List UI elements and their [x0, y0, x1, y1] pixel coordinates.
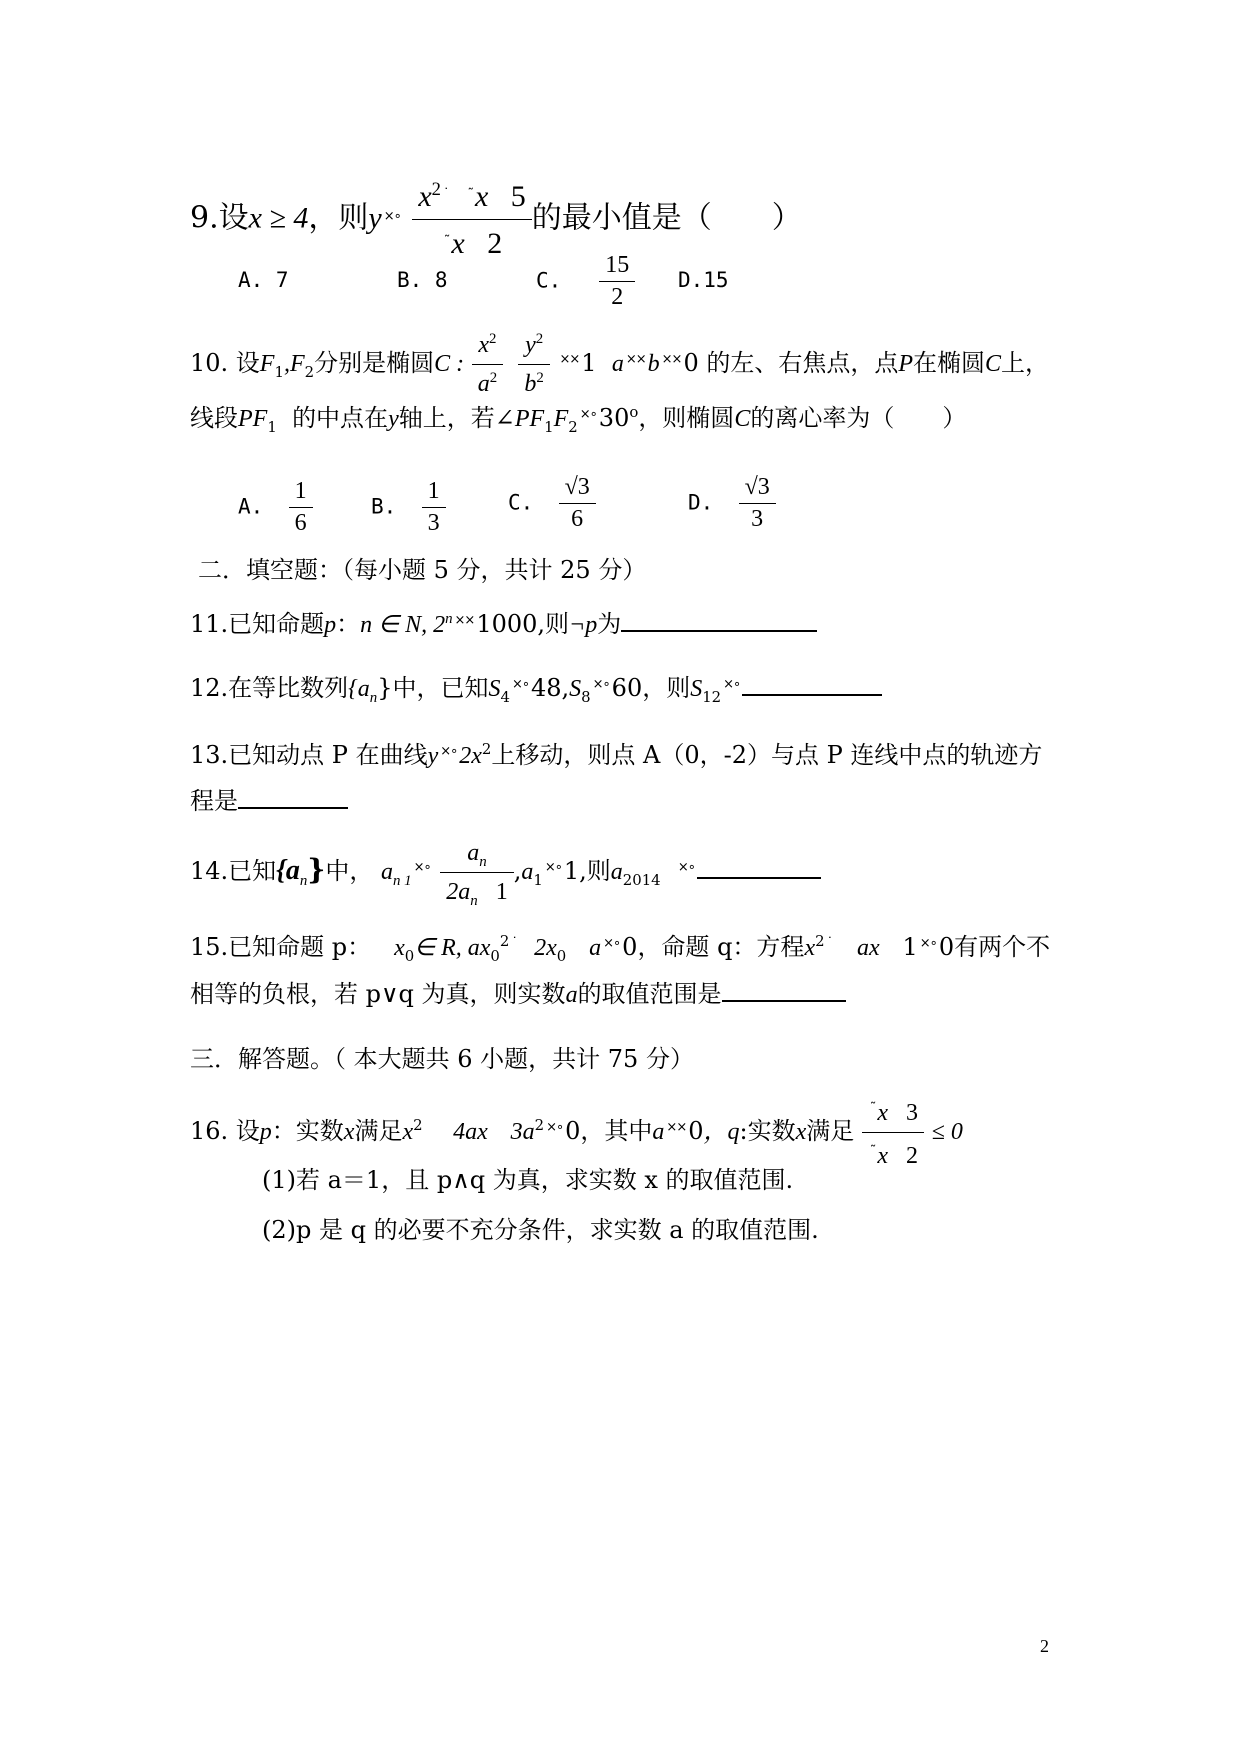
q9-mid: ，则 — [308, 200, 369, 236]
q10-f2-sub: 2 — [304, 362, 315, 381]
q9-option-a: A. 7 — [238, 268, 289, 292]
q16-cond: ，其中 — [580, 1117, 653, 1145]
q12-mid: 中，已知 — [392, 674, 489, 702]
q10-prefix: 10. 设 — [190, 349, 260, 377]
q12-answer-blank[interactable] — [742, 670, 882, 696]
q10-option-b — [371, 478, 446, 537]
q14-lhs: a — [381, 859, 394, 885]
q15-term: 2x — [534, 935, 557, 961]
q9-num-x: x — [418, 180, 432, 213]
section-2-heading: 二．填空题：（每小题 5 分，共计 25 分） — [198, 556, 647, 584]
q14-mid: 中， — [325, 857, 374, 885]
question-12: 12.在等比数列$\{a_n\}$中，已知$S_4^{\times\circ}48,S_8^{\times\circ}60$，则$S_{12}^{\times\circ}$ — [190, 668, 882, 706]
q10-zero: 0 — [683, 349, 699, 377]
q14-seq: {a — [276, 855, 300, 886]
q12-s8-val: 60 — [611, 674, 643, 702]
q10-p: P — [898, 351, 914, 377]
q10-frac-x-num: x — [478, 332, 490, 358]
q11-suffix: 为 — [597, 610, 622, 638]
q15-mid: ，命题 q：方程 — [637, 933, 805, 961]
q16-ineq-b-sup: 2 — [534, 1116, 545, 1134]
q15-rest: 有两个不 — [954, 933, 1051, 961]
q10-option-d-label: D. — [688, 490, 714, 515]
q15-x0: x — [394, 935, 405, 961]
q10-mid: 分别是椭圆 — [314, 349, 435, 377]
q10-one: 1 — [581, 349, 597, 377]
q10-frac-y-den: b — [524, 371, 537, 397]
q10-option-a-fraction — [289, 478, 313, 537]
question-9 — [190, 175, 802, 264]
q9-option-c-fraction — [599, 252, 635, 311]
q14-frac-den-sub: n — [470, 892, 478, 909]
q14-a2014-sub: 2014 — [622, 870, 661, 889]
q11-colon: ： — [336, 610, 361, 638]
q14-then: 则 — [586, 857, 611, 885]
page-number: 2 — [1040, 1636, 1049, 1656]
q11-prefix: 11.已知命题 — [190, 610, 325, 638]
q15-a-var: a — [565, 982, 578, 1008]
q14-seq-close: } — [307, 853, 326, 886]
question-16: 16. 设p：实数x满足$x^2$ 4ax $3a^2$ ×∘0，其中a ××0，q:实数x满足 $\frac{^˜x 3}{^˜x 2}$ ≤ 0 — [190, 1092, 963, 1173]
q16-frac-den-x: x — [877, 1143, 889, 1169]
q10-f2: F — [289, 351, 305, 377]
q16-q: ，q — [703, 1119, 740, 1145]
q10-frac-y: $\frac{y^2}{b^2}$ — [518, 328, 549, 401]
q16-p: p — [259, 1119, 272, 1145]
q10-c: C — [985, 351, 1002, 377]
q10-option-a-num: 1 — [294, 478, 307, 504]
q9-num-exp: 2 — [431, 179, 441, 200]
q10-option-c-num: √3 — [564, 474, 590, 500]
q14-a1: a — [521, 859, 534, 885]
q14-lhs-sub: n 1 — [393, 872, 412, 889]
q15-ax-sup: 2 — [499, 932, 510, 950]
q13-line1-rest: 上移动，则点 A（0，-2）与点 P 连线中点的轨迹方 — [491, 741, 1043, 769]
q15-a: a — [589, 935, 602, 961]
q11-val: 1000, — [476, 610, 546, 638]
q10-rest3: 上， — [1001, 349, 1050, 377]
q15-ax-sub: 0 — [490, 946, 500, 965]
q12-s8: S — [569, 676, 582, 702]
q9-num-x2: x — [474, 180, 489, 213]
q16-frac-num-x: x — [877, 1100, 889, 1126]
q10-line2-c: 轴上，若∠ — [398, 404, 515, 432]
q10-angle-value: 30 — [598, 404, 630, 432]
q10-rest2: 在椭圆 — [913, 349, 986, 377]
q12-s4-sub: 4 — [500, 687, 510, 706]
q12-s12-sub: 12 — [702, 687, 722, 706]
question-15-line2 — [190, 976, 846, 1012]
q13-y: y — [427, 743, 439, 769]
q10-option-d-num: √3 — [744, 474, 770, 500]
q9-option-d: D.15 — [678, 268, 729, 292]
q13-answer-blank[interactable] — [238, 783, 348, 809]
q16-q-colon: :实数 — [739, 1117, 796, 1145]
q12-s8-sub: 8 — [581, 687, 591, 706]
q10-a: a — [611, 351, 624, 377]
question-13-line1: 13.已知动点 P 在曲线y $^{\times\circ}2x^2$上移动，则点 A（0，-2）与点 P 连线中点的轨迹方 — [190, 740, 1043, 769]
q11-mid: 则 — [545, 610, 570, 638]
q16-subquestion-1: (1)若 a＝1，且 p∧q 为真，求实数 x 的取值范围. — [262, 1166, 794, 1194]
q15-x0-sub: 0 — [404, 946, 415, 965]
q9-option-c-den: 2 — [599, 281, 635, 311]
q10-option-a-den: 6 — [289, 507, 313, 537]
q16-mid: 满足 — [354, 1117, 403, 1145]
q14-answer-blank[interactable] — [697, 853, 821, 879]
q16-le: ≤ 0 — [931, 1119, 963, 1145]
q10-rest1: 的左、右焦点，点 — [706, 349, 899, 377]
q11-exp: n — [445, 611, 453, 627]
q16-q-mid: 满足 — [806, 1117, 855, 1145]
q10-option-b-fraction — [422, 478, 446, 537]
q12-s12: S — [690, 676, 703, 702]
question-15-line1: 15.已知命题 p： $x_0\in$ R, $ax_0^2$ ˙ $2x_0$ a ×∘0，命题 q：方程$x^2$ ˙ ax 1 ×∘0有两个不 — [190, 932, 1051, 965]
q16-x: x — [343, 1119, 355, 1145]
q15-line2: 相等的负根，若 p∨q 为真，则实数 — [190, 980, 566, 1008]
q16-ineq-a: 4ax — [453, 1119, 488, 1145]
q15-ax: ax — [856, 935, 880, 961]
question-14: 14.已知$\{a_n\}$中， $a_{n 1}^{\times\circ}$ $\frac{a_n}{2a_n 1}$ $,a_1^{\times\circ}1$,则$a_{2014}$ ×∘ — [190, 836, 821, 909]
q9-fraction: $\frac{x^2 ^˙ ^˜x 5}{^˜x 2}$ — [412, 175, 531, 264]
q12-then: ，则 — [642, 674, 691, 702]
q15-one: 1 — [902, 933, 918, 961]
q15-zero: 0 — [622, 933, 638, 961]
q9-cond: x ≥ 4 — [248, 201, 309, 235]
q11-negp: ¬p — [569, 612, 598, 638]
q11-expr: n ∈ N, 2 — [360, 612, 446, 638]
q12-seq-sub: n — [369, 689, 378, 706]
q10-frac-x-den: a — [477, 371, 490, 397]
q16-ineq-x-sup: 2 — [413, 1116, 423, 1134]
q14-a2014: a — [610, 859, 623, 885]
q14-fraction — [440, 836, 513, 909]
q10-frac-x: $\frac{x^2}{a^2}$ — [472, 328, 503, 401]
q15-x2-sup: 2 — [815, 932, 825, 950]
q9-num-const: 5 — [510, 180, 526, 213]
q14-frac-den: 2a — [446, 879, 471, 905]
q16-subquestion-2: (2)p 是 q 的必要不充分条件，求实数 a 的取值范围. — [262, 1216, 819, 1244]
q10-line2-a: 线段 — [190, 404, 238, 432]
q14-seq-sub: n — [299, 872, 308, 889]
q10-option-b-den: 3 — [422, 507, 446, 537]
q12-seq: {a — [348, 676, 370, 702]
q16-x2: x — [795, 1119, 807, 1145]
q10-option-c-label: C. — [508, 490, 534, 515]
q9-prefix: 9.设 — [190, 200, 249, 236]
q10-frac-y-num: y — [525, 332, 536, 358]
q14-frac-den-tail: 1 — [495, 879, 508, 905]
q10-option-d-fraction — [739, 474, 776, 533]
q10-option-b-num: 1 — [427, 478, 440, 504]
q10-line2-e: 的离心率为（ ） — [750, 404, 967, 432]
q14-a1-val: 1, — [563, 857, 587, 885]
q10-option-d — [688, 474, 776, 533]
q12-s4-val: 48, — [531, 674, 570, 702]
q9-option-c — [536, 252, 635, 311]
q16-a-zero: 0 — [688, 1117, 704, 1145]
question-13-line2 — [190, 783, 348, 818]
q16-frac-num-const: 3 — [906, 1100, 919, 1126]
q16-fraction: $\frac{^˜x 3}{^˜x 2}$ — [862, 1092, 924, 1173]
q12-seq-close: } — [377, 674, 393, 702]
q10-option-a-label: A. — [238, 494, 264, 519]
q10-line2-b: 的中点在 — [292, 404, 389, 432]
q9-suffix: 的最小值是（ ） — [531, 200, 802, 236]
q15-zero2: 0 — [938, 933, 955, 961]
q10-option-c-fraction — [559, 474, 596, 533]
q15-in: ∈ R, ax — [414, 935, 491, 961]
q16-prefix: 16. 设 — [190, 1117, 260, 1145]
q9-den-x: x — [451, 227, 465, 260]
q16-ineq-b: 3a — [510, 1119, 535, 1145]
q10-option-c-den: 6 — [559, 503, 596, 533]
q10-segment: PF — [238, 406, 268, 432]
q15-answer-blank[interactable] — [722, 976, 846, 1002]
question-10-line2: 线段$PF_1$ 的中点在y轴上，若$\angle PF_1F_2^{\times\circ}30^o$，则椭圆C的离心率为（ ） — [190, 403, 967, 436]
q10-line2-d: ，则椭圆 — [638, 404, 735, 432]
q14-frac-num-sub: n — [479, 853, 487, 870]
q10-angle: PF — [514, 406, 545, 432]
q10-f1: F — [259, 351, 275, 377]
q10-option-b-label: B. — [371, 494, 397, 519]
glyph-artifact: ×× — [559, 352, 580, 367]
q13-line1: 13.已知动点 P 在曲线 — [190, 741, 428, 769]
q10-degree: o — [629, 403, 639, 421]
q16-frac-den-const: 2 — [906, 1143, 919, 1169]
q15-term-sub: 0 — [556, 946, 567, 965]
q11-p: p — [324, 612, 337, 638]
q9-option-b: B. 8 — [397, 268, 448, 292]
q9-option-c-num: 15 — [605, 252, 630, 278]
q14-frac-num: a — [467, 840, 480, 866]
q16-a: a — [652, 1119, 665, 1145]
section-3-heading: 三．解答题。（ 本大题共 6 小题，共计 75 分） — [190, 1045, 694, 1073]
q16-ineq-zero: 0 — [565, 1117, 581, 1145]
q10-f1-sub: 1 — [274, 362, 284, 381]
q11-answer-blank[interactable] — [621, 606, 817, 632]
question-11: 11.已知命题p：n ∈ N, 2$^n$ ××1000,则¬p为 — [190, 604, 817, 642]
q10-yaxis: y — [388, 406, 399, 432]
question-10-line1: 10. 设$F_1,F_2$分别是椭圆C : $\frac{x^2}{a^2}$ $\frac{y^2}{b^2}$ ××1 a ××b ××0 的左、右焦点，点P在椭圆C上， — [190, 328, 1049, 401]
q15-x2: x — [804, 935, 816, 961]
q13-line2: 程是 — [190, 787, 238, 815]
q13-exp: 2 — [481, 740, 492, 758]
q12-s4: S — [488, 676, 501, 702]
q12-prefix: 12.在等比数列 — [190, 674, 349, 702]
q10-b: b — [647, 351, 660, 377]
q9-option-c-label: C. — [536, 268, 562, 293]
q16-colon: ：实数 — [271, 1117, 344, 1145]
q9-y: y — [368, 201, 382, 235]
q14-prefix: 14.已知 — [190, 857, 277, 885]
q14-a1-sub: 1 — [533, 870, 543, 889]
q10-option-a — [238, 478, 313, 537]
glyph-artifact: ×∘ — [383, 208, 401, 224]
q10-curve: C : — [434, 351, 465, 377]
q13-expr: 2x — [459, 743, 482, 769]
q15-line2-rest: 的取值范围是 — [577, 980, 722, 1008]
q10-c2: C — [734, 406, 751, 432]
q10-option-d-den: 3 — [739, 503, 776, 533]
q15-prefix: 15.已知命题 p： — [190, 933, 372, 961]
q10-option-c — [508, 474, 596, 533]
q9-den-const: 2 — [487, 227, 503, 260]
q16-ineq-x: x — [402, 1119, 414, 1145]
